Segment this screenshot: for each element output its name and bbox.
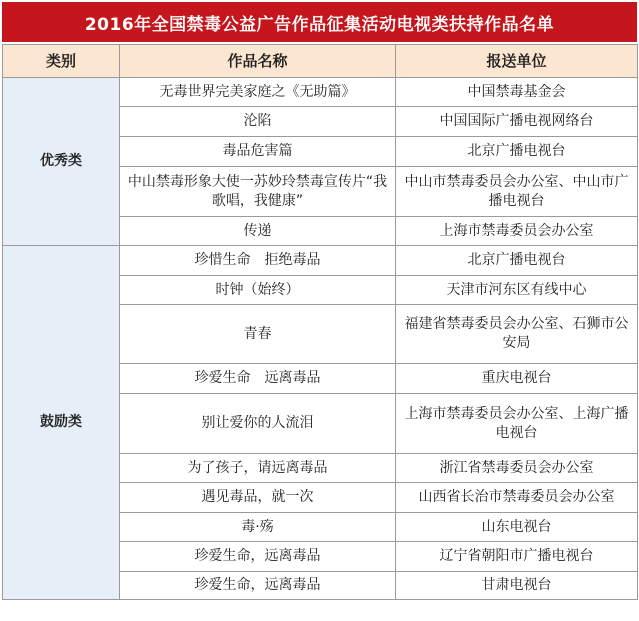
- unit-cell: 上海市禁毒委员会办公室、上海广播电视台: [396, 394, 638, 454]
- unit-cell: 中山市禁毒委员会办公室、中山市广播电视台: [396, 167, 638, 217]
- unit-cell: 重庆电视台: [396, 364, 638, 394]
- work-name-cell: 毒·殇: [120, 513, 396, 542]
- work-name-cell: 沦陷: [120, 107, 396, 137]
- award-table: [2, 44, 638, 600]
- work-name-cell: 珍爱生命，远离毒品: [120, 572, 396, 600]
- table-row: [3, 246, 638, 276]
- work-name-cell: 遇见毒品，就一次: [120, 483, 396, 513]
- page-title: 2016年全国禁毒公益广告作品征集活动电视类扶持作品名单: [2, 2, 637, 42]
- unit-cell: 中国禁毒基金会: [396, 78, 638, 107]
- work-name-cell: 为了孩子，请远离毒品: [120, 454, 396, 483]
- unit-cell: 浙江省禁毒委员会办公室: [396, 454, 638, 483]
- table-header-row: [3, 45, 638, 78]
- work-name-cell: 珍爱生命 远离毒品: [120, 364, 396, 394]
- unit-cell: 中国国际广播电视网络台: [396, 107, 638, 137]
- table-row: [3, 78, 638, 107]
- unit-cell: 天津市河东区有线中心: [396, 276, 638, 305]
- unit-cell: 上海市禁毒委员会办公室: [396, 217, 638, 246]
- work-name-cell: 毒品危害篇: [120, 137, 396, 167]
- header-unit: 报送单位: [396, 45, 638, 78]
- category-cell-excellent: 优秀类: [3, 78, 120, 246]
- work-name-cell: 中山禁毒形象大使一苏妙玲禁毒宣传片“我歌唱，我健康”: [120, 167, 396, 217]
- work-name-cell: 无毒世界完美家庭之《无助篇》: [120, 78, 396, 107]
- unit-cell: 甘肃电视台: [396, 572, 638, 600]
- work-name-cell: 珍惜生命 拒绝毒品: [120, 246, 396, 276]
- header-work-name: 作品名称: [120, 45, 396, 78]
- work-name-cell: 珍爱生命，远离毒品: [120, 542, 396, 572]
- work-name-cell: 别让爱你的人流泪: [120, 394, 396, 454]
- work-name-cell: 传递: [120, 217, 396, 246]
- unit-cell: 山西省长治市禁毒委员会办公室: [396, 483, 638, 513]
- work-name-cell: 青春: [120, 305, 396, 364]
- unit-cell: 山东电视台: [396, 513, 638, 542]
- unit-cell: 北京广播电视台: [396, 137, 638, 167]
- header-category: 类别: [3, 45, 120, 78]
- unit-cell: 北京广播电视台: [396, 246, 638, 276]
- unit-cell: 辽宁省朝阳市广播电视台: [396, 542, 638, 572]
- work-name-cell: 时钟（始终）: [120, 276, 396, 305]
- category-cell-encouragement: 鼓励类: [3, 246, 120, 600]
- unit-cell: 福建省禁毒委员会办公室、石狮市公安局: [396, 305, 638, 364]
